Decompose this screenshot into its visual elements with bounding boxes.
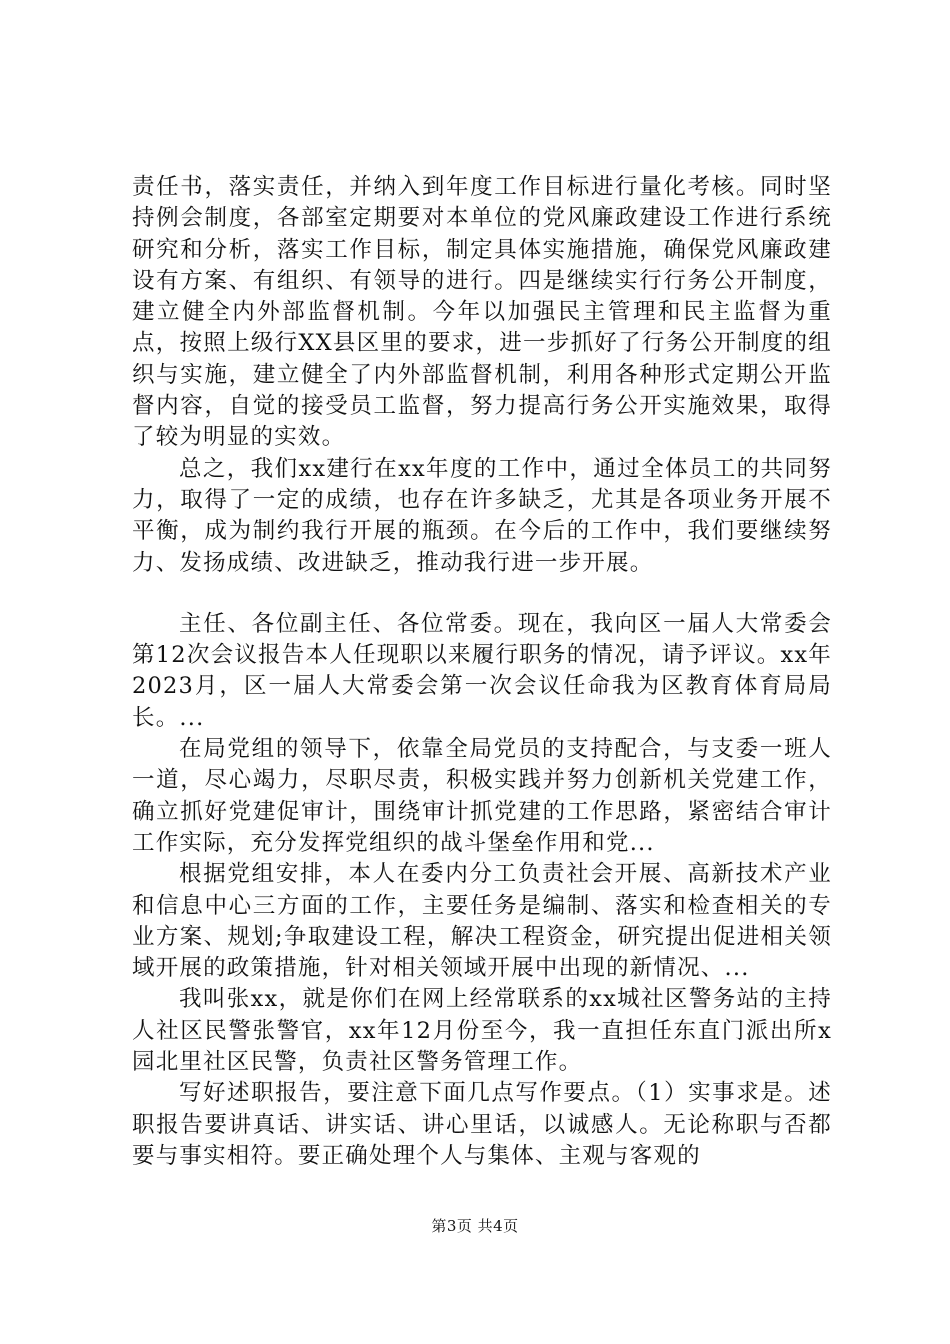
section-gap <box>132 579 832 609</box>
page-number-footer: 第3页 共4页 <box>431 1217 519 1235</box>
paragraph-continued: 责任书，落实责任，并纳入到年度工作目标进行量化考核。同时坚持例会制度，各部室定期要对本单位的党风廉政建设工作进行系统研究和分析，落实工作目标，制定具体实施措施，确保党风廉政建设有方案、有组织、有领导的进行。四是继续实行行务公开制度，建立健全内外部监督机制。今年以加强民主管理和民主监督为重点，按照上级行XX县区里的要求，进一步抓好了行务公开制度的组织与实施，建立健全了内外部监督机制，利用各种形式定期公开监督内容，自觉的接受员工监督，努力提高行务公开实施效果，取得了较为明显的实效。 <box>132 174 832 451</box>
paragraph-summary: 总之，我们xx建行在xx年度的工作中，通过全体员工的共同努力，取得了一定的成绩，也存在许多缺乏，尤其是各项业务开展不平衡，成为制约我行开展的瓶颈。在今后的工作中，我们要继续努力、发扬成绩、改进缺乏，推动我行进一步开展。 <box>132 455 832 576</box>
paragraph-writing-tips: 写好述职报告，要注意下面几点写作要点。（1）实事求是。述职报告要讲真话、讲实话、讲心里话，以诚感人。无论称职与否都要与事实相符。要正确处理个人与集体、主观与客观的 <box>132 1080 832 1169</box>
paragraph-police-intro: 我叫张xx，就是你们在网上经常联系的xx城社区警务站的主持人社区民警张警官，xx年12月份至今，我一直担任东直门派出所x园北里社区民警，负责社区警务管理工作。 <box>132 986 832 1076</box>
document-body <box>132 172 832 1172</box>
paragraph-division-of-work: 根据党组安排，本人在委内分工负责社会开展、高新技术产业和信息中心三方面的工作，主要任务是编制、落实和检查相关的专业方案、规划;争取建设工程，解决工程资金，研究提出促进相关领域开展的政策措施，针对相关领域开展中出现的新情况、... <box>132 861 832 982</box>
paragraph-report-intro: 主任、各位副主任、各位常委。现在，我向区一届人大常委会第12次会议报告本人任现职以来履行职务的情况，请予评议。xx年2023月，区一届人大常委会第一次会议任命我为区教育体育局局长。... <box>132 610 832 731</box>
paragraph-party-building: 在局党组的领导下，依靠全局党员的支持配合，与支委一班人一道，尽心竭力，尽职尽责，积极实践并努力创新机关党建工作，确立抓好党建促审计，围绕审计抓党建的工作思路，紧密结合审计工作实际，充分发挥党组织的战斗堡垒作用和党... <box>132 736 832 856</box>
